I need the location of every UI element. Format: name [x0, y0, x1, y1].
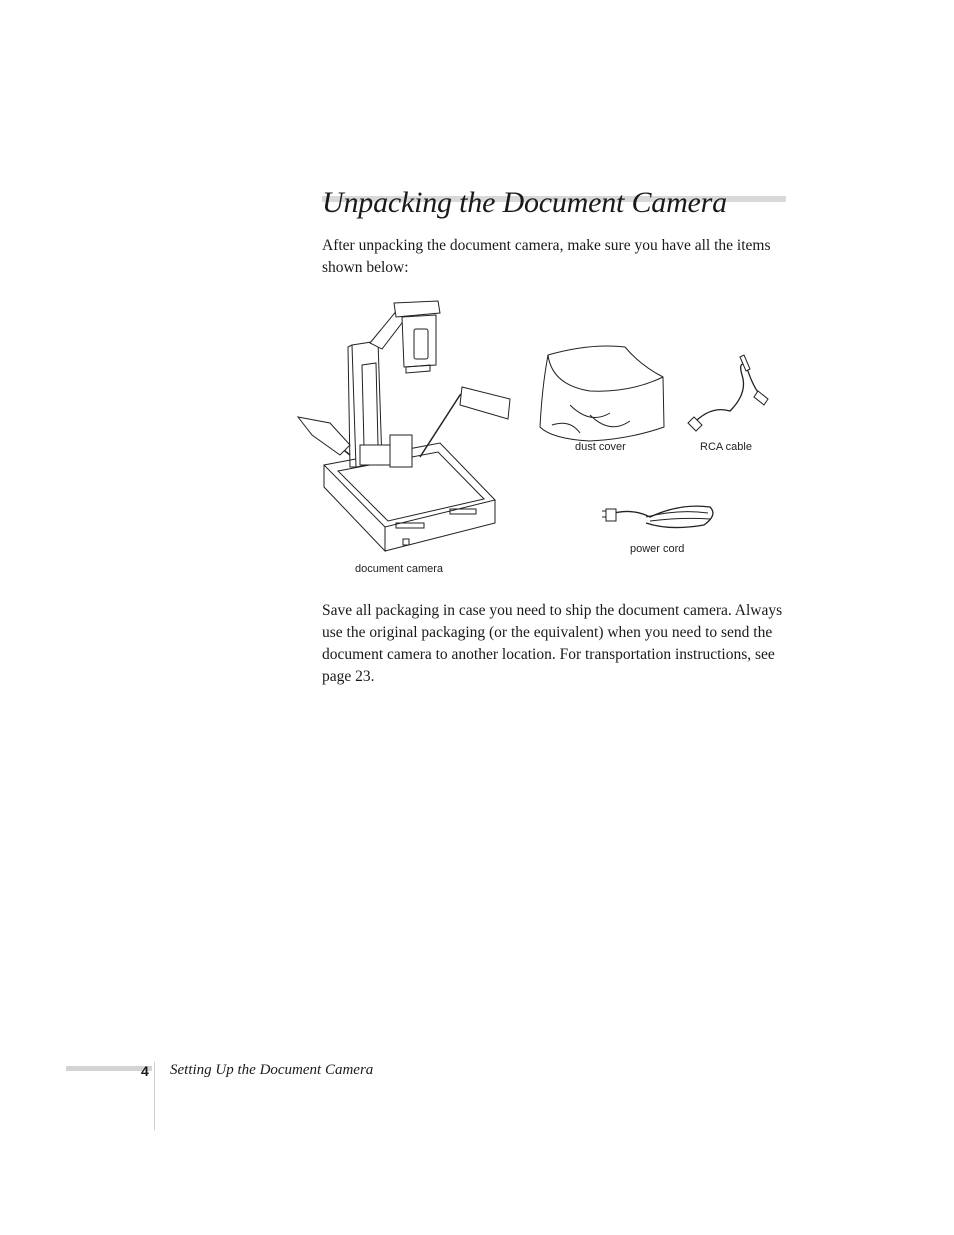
intro-paragraph: After unpacking the document camera, make sure you have all the items shown below: [322, 237, 771, 276]
document-camera-icon [298, 301, 510, 551]
packaging-paragraph: Save all packaging in case you need to ship the document camera. Always use the original packaging (or the equivalent) when you need to send the document camera to another location. For transportation instructions, see page 23. [322, 602, 783, 685]
dust-cover-icon [540, 346, 664, 441]
package-contents-figure [290, 295, 790, 585]
caption-dust-cover: dust cover [575, 441, 626, 453]
footer-rule [66, 1066, 152, 1071]
footer-divider [154, 1062, 155, 1130]
page-number: 4 [141, 1063, 149, 1079]
footer-chapter-title: Setting Up the Document Camera [170, 1062, 374, 1078]
caption-rca-cable: RCA cable [700, 441, 752, 453]
power-cord-icon [602, 506, 713, 527]
caption-power-cord: power cord [630, 543, 685, 555]
page-title: Unpacking the Document Camera [322, 186, 727, 219]
rca-cable-icon [688, 355, 768, 431]
caption-document-camera: document camera [355, 563, 444, 575]
